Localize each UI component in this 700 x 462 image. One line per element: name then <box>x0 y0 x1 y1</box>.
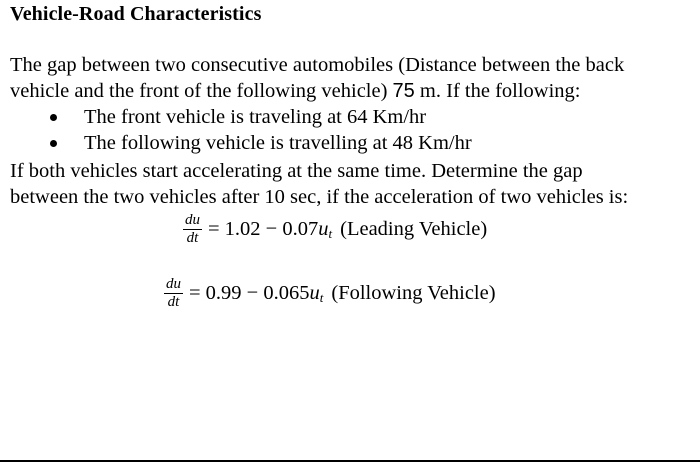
leading-vehicle-equation <box>183 212 487 247</box>
equation-label: (Leading Vehicle) <box>340 218 488 240</box>
fraction-numerator: du <box>166 276 181 292</box>
fraction-numerator: du <box>185 212 200 228</box>
derivative-fraction <box>164 276 183 311</box>
variable-subscript: t <box>328 225 333 241</box>
bullet-icon <box>50 114 57 121</box>
list-item-text: The following vehicle is travelling at 48 Km/hr <box>84 132 472 154</box>
fraction-denominator: dt <box>167 294 180 310</box>
page-title: Vehicle-Road Characteristics <box>10 3 262 25</box>
paragraph-line: The gap between two consecutive automobiles (Distance between the back <box>10 54 625 76</box>
velocity-variable: $u_t$ <box>318 217 333 241</box>
bullet-icon <box>50 140 57 147</box>
derivative-fraction <box>183 212 202 247</box>
equation-expression: = 1.02 − 0.07 <box>208 218 319 240</box>
variable-subscript: t <box>319 289 324 305</box>
paragraph-text: vehicle and the front of the following vehicle) <box>10 80 388 102</box>
velocity-variable: $u_t$ <box>309 281 324 305</box>
problem-paragraph <box>10 52 700 104</box>
list-item-text: The front vehicle is traveling at 64 Km/hr <box>84 106 427 128</box>
gap-value: 75 <box>392 80 415 102</box>
question-paragraph <box>10 158 700 210</box>
paragraph-text: m. If the following: <box>419 80 581 102</box>
paragraph-line <box>10 78 700 104</box>
following-vehicle-equation <box>164 276 496 311</box>
paragraph-line: If both vehicles start accelerating at the same time. Determine the gap <box>10 160 583 182</box>
paragraph-line: between the two vehicles after 10 sec, if the acceleration of two vehicles is: <box>10 186 629 208</box>
fraction-denominator: dt <box>186 230 199 246</box>
equation-expression: = 0.99 − 0.065 <box>189 282 310 304</box>
equation-label: (Following Vehicle) <box>331 282 496 304</box>
